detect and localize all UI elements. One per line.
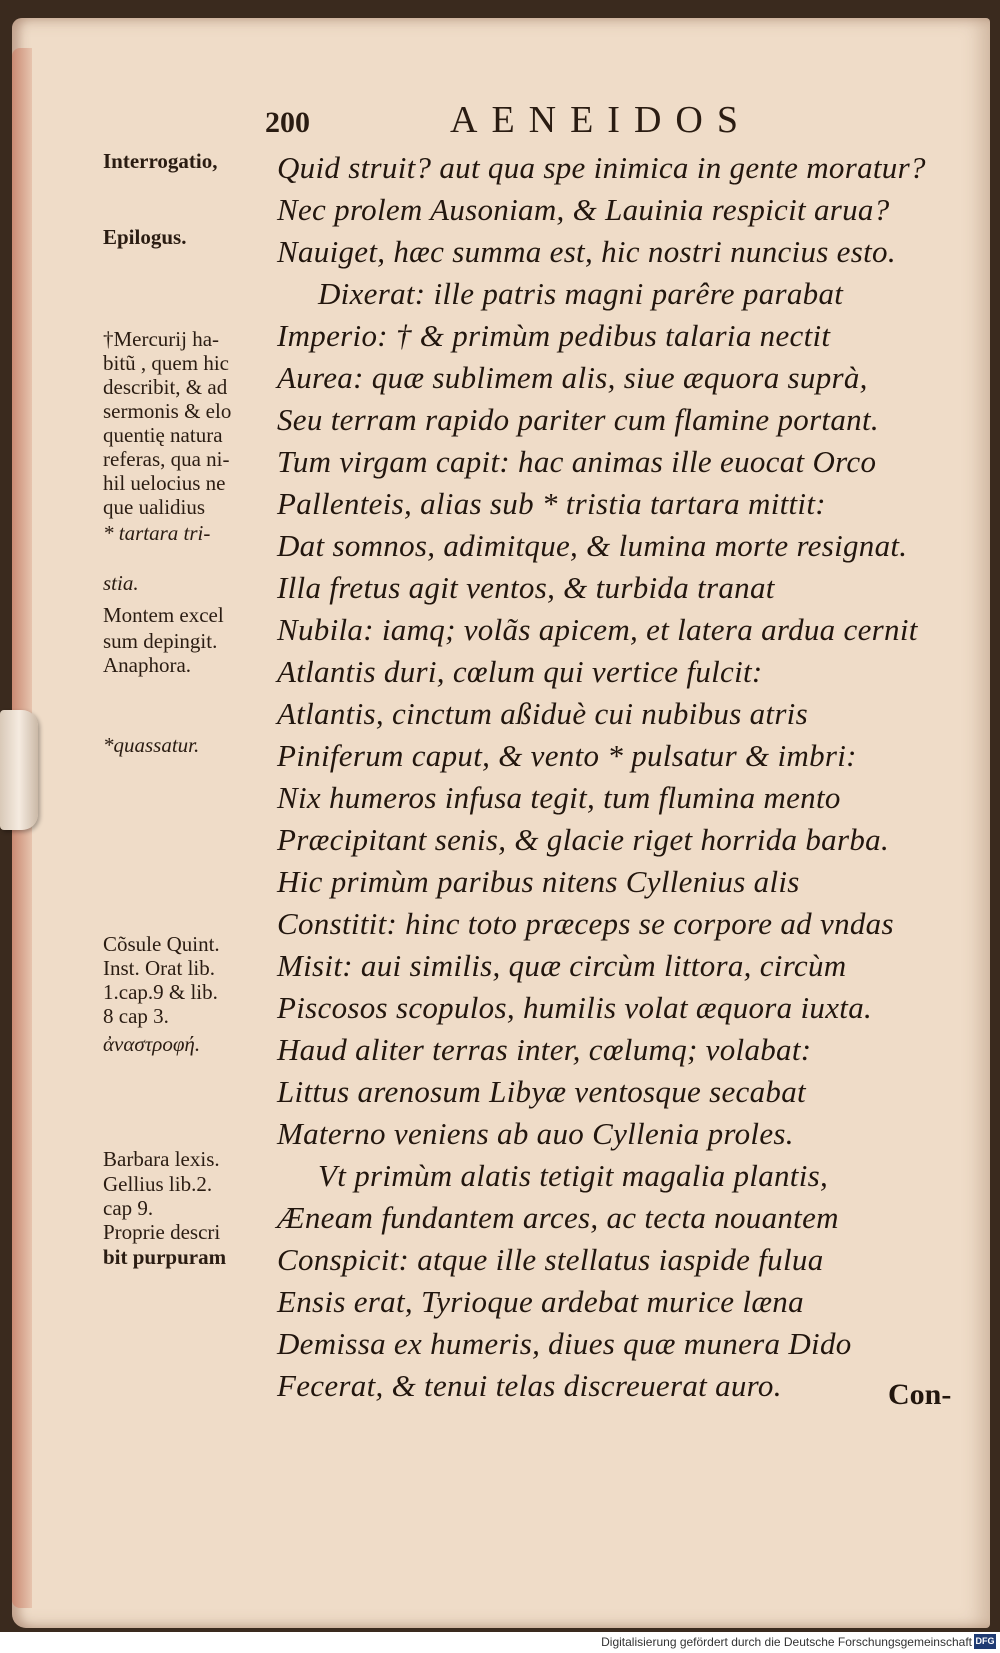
- margin-note: sermonis & elo: [103, 399, 232, 423]
- verse-line: Piscosos scopulos, humilis volat æquora iuxta.: [277, 990, 873, 1025]
- margin-note: 1.cap.9 & lib.: [103, 980, 218, 1004]
- footer-bar: [0, 1632, 1000, 1653]
- margin-note: Gellius lib.2.: [103, 1172, 213, 1196]
- margin-note: Epilogus.: [103, 225, 187, 249]
- margin-note: hil uelocius ne: [103, 471, 226, 495]
- verse-line: Demissa ex humeris, diues quæ munera Dido: [277, 1326, 852, 1361]
- margin-note: Interrogatio,: [103, 149, 218, 173]
- verse-line: Illa fretus agit ventos, & turbida tranat: [277, 570, 775, 605]
- footer-credit: Digitalisierung gefördert durch die Deutsche Forschungsgemeinschaft: [601, 1635, 972, 1649]
- catchword: Con-: [888, 1378, 952, 1411]
- margin-note: Montem excel: [103, 603, 224, 627]
- verse-line: Vt primùm alatis tetigit magalia plantis,: [318, 1158, 829, 1193]
- verse-line: Dixerat: ille patris magni parêre parabat: [318, 276, 844, 311]
- page-header: [0, 88, 1000, 148]
- margin-note: ἀναστροφή.: [103, 1032, 201, 1056]
- margin-note: stia.: [103, 571, 139, 595]
- margin-note: bit purpuram: [103, 1245, 227, 1269]
- verse-line: Ensis erat, Tyrioque ardebat murice læna: [277, 1284, 804, 1319]
- running-title: AENEIDOS: [450, 99, 752, 141]
- verse-line: Dat somnos, adimitque, & lumina morte resignat.: [277, 528, 908, 563]
- verse-line: Æneam fundantem arces, ac tecta nouantem: [277, 1200, 839, 1235]
- margin-note: Anaphora.: [103, 653, 192, 677]
- margin-note: referas, qua ni-: [103, 447, 230, 471]
- margin-note: Inst. Orat lib.: [103, 956, 215, 980]
- verse-line: Pallenteis, alias sub * tristia tartara mittit:: [277, 486, 826, 521]
- page-number: 200: [265, 106, 310, 139]
- verse-line: Tum virgam capit: hac animas ille euocat Orco: [277, 444, 877, 479]
- verse-line: Imperio: † & primùm pedibus talaria nectit: [277, 318, 831, 353]
- verse-line: Atlantis duri, cœlum qui vertice fulcit:: [277, 654, 763, 689]
- margin-note: cap 9.: [103, 1196, 154, 1220]
- margin-note: Proprie descri: [103, 1220, 221, 1244]
- verse-line: Hic primùm paribus nitens Cyllenius alis: [277, 864, 800, 899]
- verse-line: Aurea: quæ sublimem alis, siue æquora suprà,: [277, 360, 868, 395]
- margin-note: Barbara lexis.: [103, 1147, 220, 1171]
- dfg-logo-icon: DFG: [974, 1634, 996, 1649]
- verse-line: Nix humeros infusa tegit, tum flumina mento: [277, 780, 841, 815]
- verse-line: Nauiget, hæc summa est, hic nostri nuncius esto.: [277, 234, 896, 269]
- verse-line: Fecerat, & tenui telas discreuerat auro.: [277, 1368, 782, 1403]
- margin-note: quentię natura: [103, 423, 223, 447]
- margin-note: 8 cap 3.: [103, 1004, 169, 1028]
- verse-line: Nec prolem Ausoniam, & Lauinia respicit arua?: [277, 192, 890, 227]
- margin-note: bitũ , quem hic: [103, 351, 229, 375]
- margin-note: †Mercurij ha-: [103, 327, 220, 351]
- page-clip: [0, 710, 38, 830]
- verse-line: Haud aliter terras inter, cœlumq; volabat:: [277, 1032, 812, 1067]
- verse-line: Littus arenosum Libyæ ventosque secabat: [277, 1074, 806, 1109]
- verse-line: Piniferum caput, & vento * pulsatur & imbri:: [277, 738, 857, 773]
- margin-note: * tartara tri-: [103, 521, 211, 545]
- verse-line: Conspicit: atque ille stellatus iaspide fulua: [277, 1242, 824, 1277]
- margin-note: que ualidius: [103, 495, 206, 519]
- verse-line: Præcipitant senis, & glacie riget horrida barba.: [277, 822, 889, 857]
- verse-line: Atlantis, cinctum aßiduè cui nubibus atris: [277, 696, 808, 731]
- margin-note: *quassatur.: [103, 733, 200, 757]
- verse-line: Seu terram rapido pariter cum flamine portant.: [277, 402, 879, 437]
- margin-note: describit, & ad: [103, 375, 228, 399]
- verse-line: Misit: aui similis, quæ circùm littora, circùm: [277, 948, 847, 983]
- margin-note: sum depingit.: [103, 629, 218, 653]
- verse-line: Constitit: hinc toto præceps se corpore ad vndas: [277, 906, 894, 941]
- verse-line: Materno veniens ab auo Cyllenia proles.: [277, 1116, 794, 1151]
- margin-note: Cõsule Quint.: [103, 932, 220, 956]
- verse-line: Nubila: iamq; volãs apicem, et latera ardua cernit: [277, 612, 918, 647]
- verse-line: Quid struit? aut qua spe inimica in gente moratur?: [277, 150, 926, 185]
